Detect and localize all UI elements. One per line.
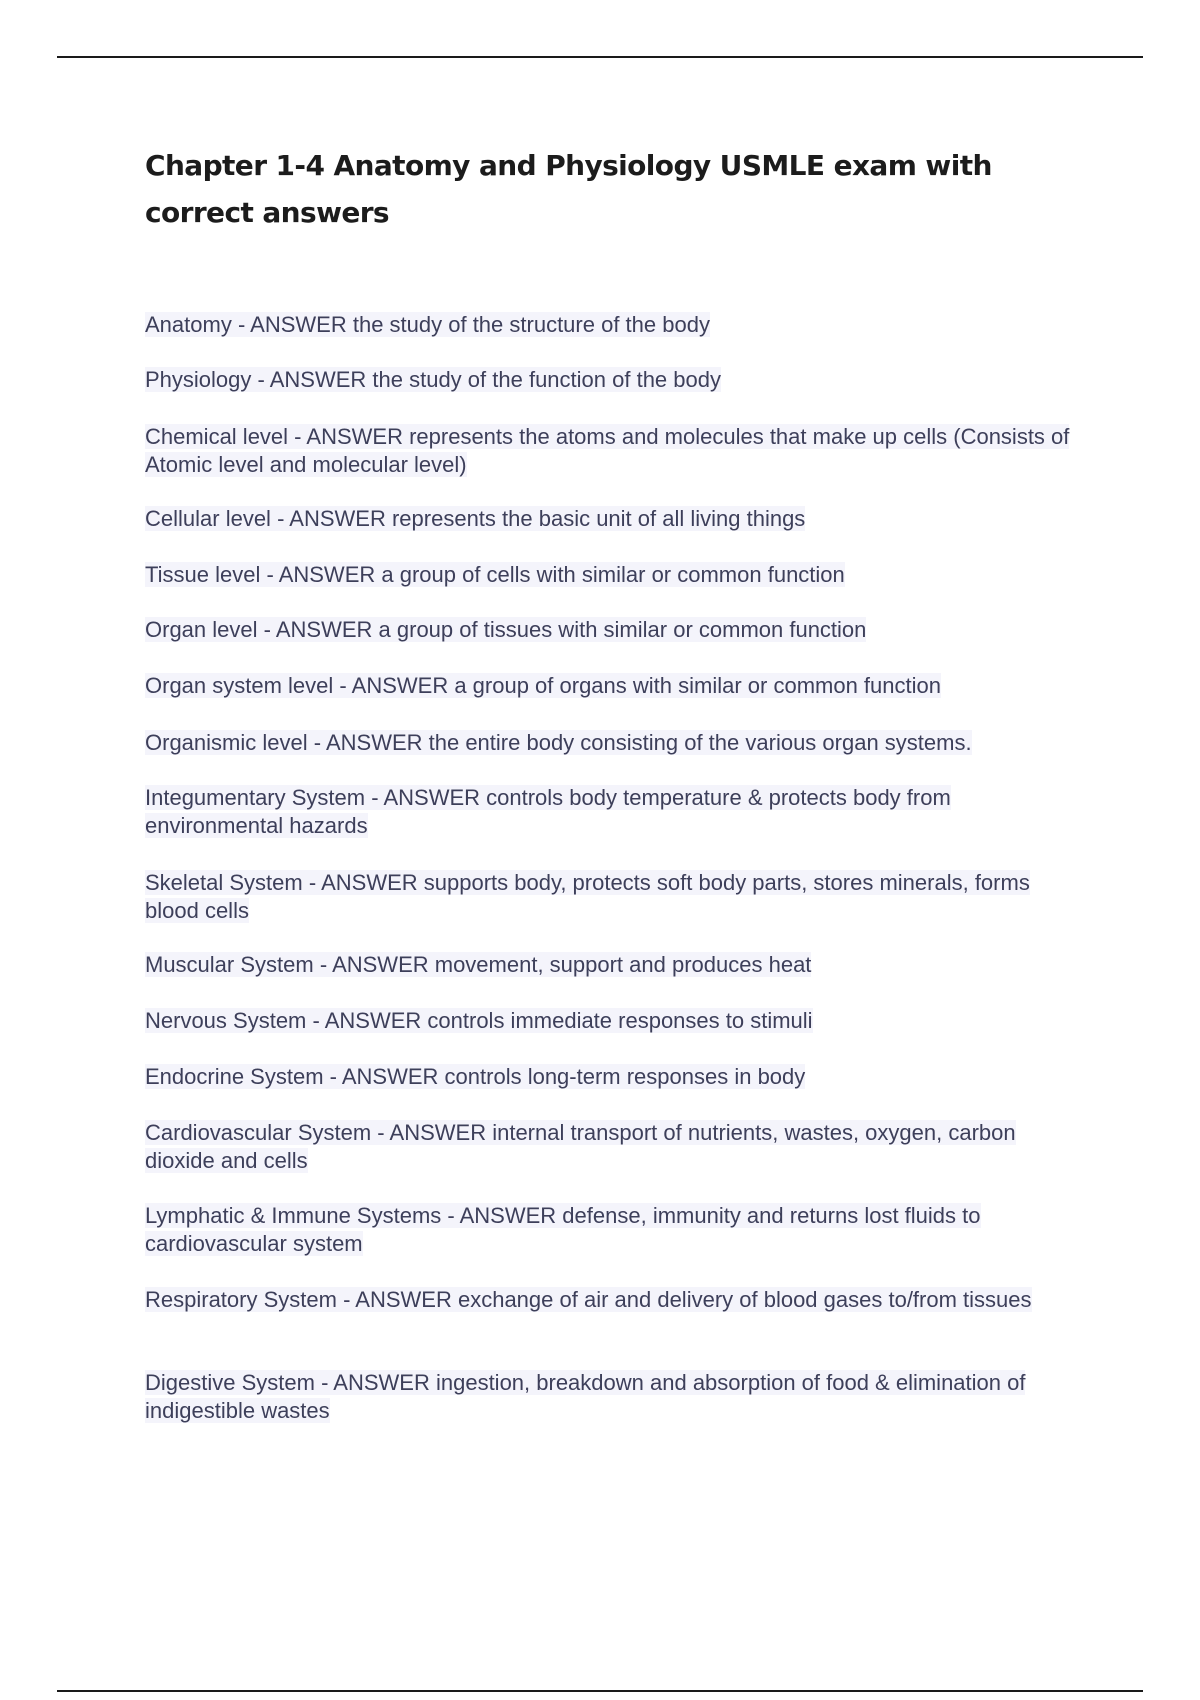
qa-term: Endocrine System — [145, 1064, 324, 1089]
top-divider — [57, 56, 1143, 58]
qa-entry-cardiovascular-system: Cardiovascular System - ANSWER internal transport of nutrients, wastes, oxygen, carbon dioxide and cells — [145, 1120, 1016, 1173]
qa-entry-organ-system-level: Organ system level - ANSWER a group of organs with similar or common function — [145, 673, 941, 698]
qa-entry-nervous-system: Nervous System - ANSWER controls immediate responses to stimuli — [145, 1008, 813, 1033]
qa-answer: ANSWER ingestion, breakdown and absorption of food & elimination of indigestible wastes — [145, 1370, 1026, 1423]
qa-term: Organ level — [145, 617, 258, 642]
qa-answer: ANSWER defense, immunity and returns lost fluids to cardiovascular system — [145, 1203, 981, 1256]
qa-entry-skeletal-system: Skeletal System - ANSWER supports body, protects soft body parts, stores minerals, forms blood cells — [145, 870, 1030, 923]
qa-entry-muscular-system: Muscular System - ANSWER movement, support and produces heat — [145, 952, 812, 977]
qa-answer: ANSWER represents the basic unit of all living things — [289, 506, 806, 531]
qa-answer: ANSWER movement, support and produces heat — [332, 952, 812, 977]
qa-term: Anatomy — [145, 312, 232, 337]
qa-answer: ANSWER controls body temperature & protects body from environmental hazards — [145, 785, 951, 838]
page-title: Chapter 1-4 Anatomy and Physiology USMLE exam with correct answers — [145, 149, 992, 229]
qa-term: Organismic level — [145, 730, 308, 755]
qa-entry-lymphatic-immune-systems: Lymphatic & Immune Systems - ANSWER defense, immunity and returns lost fluids to cardiovascular system — [145, 1203, 981, 1256]
qa-entry-chemical-level: Chemical level - ANSWER represents the atoms and molecules that make up cells (Consists of Atomic level and molecular level) — [145, 424, 1070, 477]
qa-term: Lymphatic & Immune Systems — [145, 1203, 442, 1228]
qa-entry-cellular-level: Cellular level - ANSWER represents the basic unit of all living things — [145, 506, 806, 531]
qa-entry-digestive-system: Digestive System - ANSWER ingestion, breakdown and absorption of food & elimination of indigestible wastes — [145, 1370, 1026, 1423]
qa-term: Muscular System — [145, 952, 314, 977]
qa-answer: ANSWER represents the atoms and molecules that make up cells (Consists of Atomic level and molecular level) — [145, 424, 1070, 477]
qa-term: Nervous System — [145, 1008, 307, 1033]
qa-answer: ANSWER exchange of air and delivery of blood gases to/from tissues — [355, 1287, 1032, 1312]
qa-answer: ANSWER the study of the function of the body — [269, 367, 721, 392]
qa-entry-organ-level: Organ level - ANSWER a group of tissues with similar or common function — [145, 617, 867, 642]
qa-term: Organ system level — [145, 673, 334, 698]
qa-term: Cardiovascular System — [145, 1120, 372, 1145]
qa-term: Chemical level — [145, 424, 289, 449]
qa-entry-tissue-level: Tissue level - ANSWER a group of cells with similar or common function — [145, 562, 845, 587]
qa-answer: ANSWER internal transport of nutrients, wastes, oxygen, carbon dioxide and cells — [145, 1120, 1016, 1173]
qa-answer: ANSWER a group of tissues with similar or common function — [275, 617, 867, 642]
qa-answer: ANSWER supports body, protects soft body parts, stores minerals, forms blood cells — [145, 870, 1030, 923]
qa-entry-organismic-level: Organismic level - ANSWER the entire body consisting of the various organ systems. — [145, 730, 972, 755]
qa-answer: ANSWER the study of the structure of the body — [250, 312, 710, 337]
qa-answer: ANSWER a group of organs with similar or common function — [351, 673, 941, 698]
qa-answer: ANSWER controls long-term responses in body — [341, 1064, 806, 1089]
qa-answer: ANSWER controls immediate responses to stimuli — [324, 1008, 813, 1033]
qa-term: Skeletal System — [145, 870, 303, 895]
qa-term: Tissue level — [145, 562, 261, 587]
qa-entry-physiology: Physiology - ANSWER the study of the function of the body — [145, 367, 721, 392]
qa-term: Physiology — [145, 367, 252, 392]
qa-answer: ANSWER the entire body consisting of the various organ systems. — [325, 730, 972, 755]
qa-entry-integumentary-system: Integumentary System - ANSWER controls body temperature & protects body from environmental hazards — [145, 785, 951, 838]
qa-term: Digestive System — [145, 1370, 315, 1395]
qa-term: Integumentary System — [145, 785, 366, 810]
qa-entry-endocrine-system: Endocrine System - ANSWER controls long-term responses in body — [145, 1064, 806, 1089]
qa-term: Cellular level — [145, 506, 271, 531]
qa-entry-respiratory-system: Respiratory System - ANSWER exchange of air and delivery of blood gases to/from tissues — [145, 1287, 1032, 1312]
qa-entry-anatomy: Anatomy - ANSWER the study of the structure of the body — [145, 312, 710, 337]
bottom-divider — [57, 1690, 1143, 1692]
qa-answer: ANSWER a group of cells with similar or common function — [278, 562, 845, 587]
qa-term: Respiratory System — [145, 1287, 337, 1312]
